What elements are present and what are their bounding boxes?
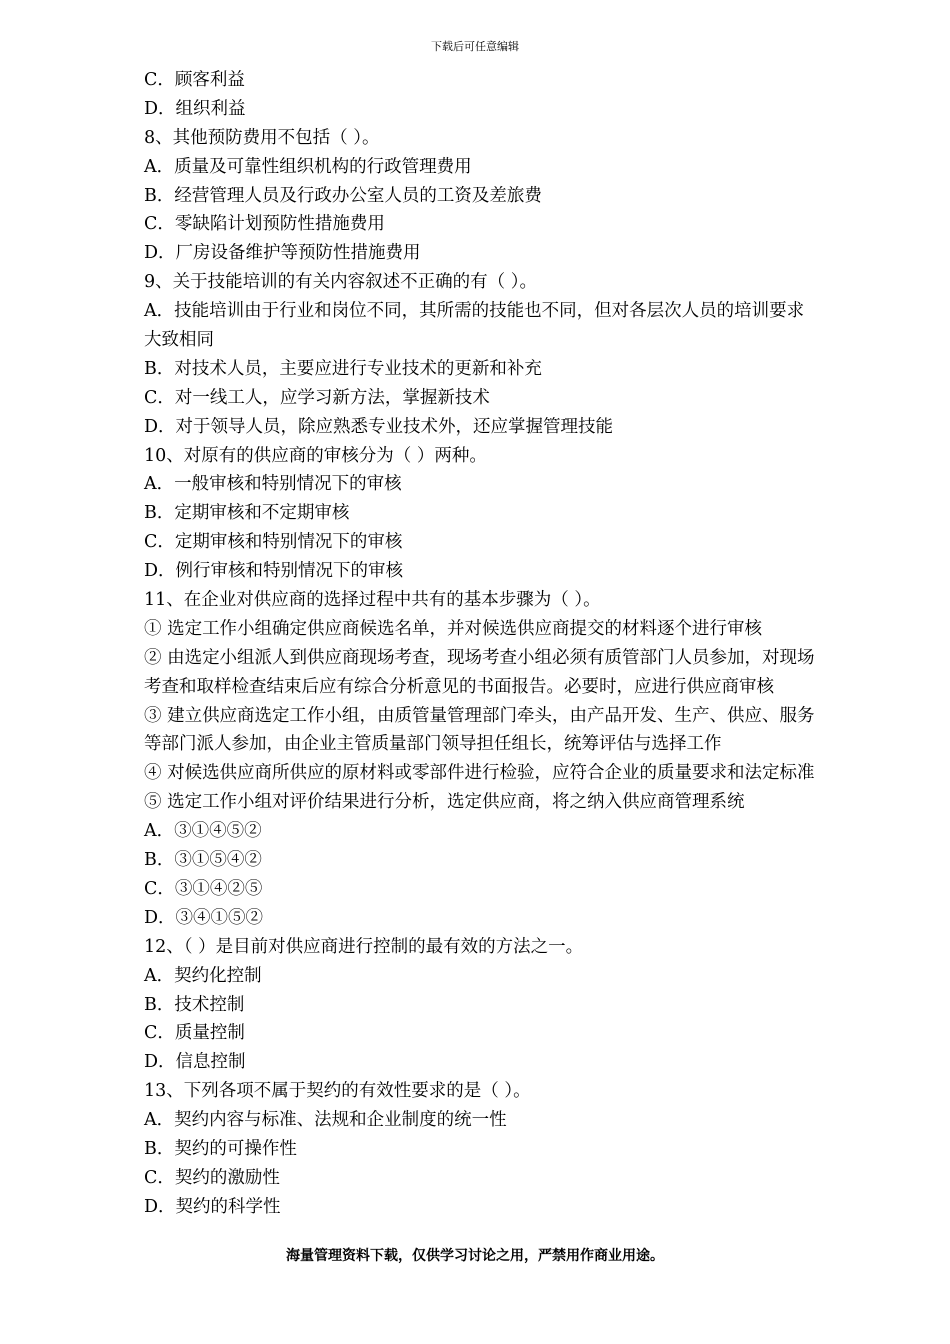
text-line: C．定期审核和特别情况下的审核: [144, 532, 403, 553]
text-line: D．契约的科学性: [144, 1196, 281, 1217]
text-line: B．契约的可操作性: [144, 1138, 297, 1159]
text-line: ② 由选定小组派人到供应商现场考查，现场考查小组必须有质管部门人员参加，对现场: [144, 647, 815, 668]
document-body: [144, 66, 884, 1222]
text-line: D．对于领导人员，除应熟悉专业技术外，还应掌握管理技能: [144, 416, 614, 437]
text-line: B．技术控制: [144, 994, 245, 1015]
text-line: A．契约化控制: [144, 965, 262, 986]
text-line: 13、下列各项不属于契约的有效性要求的是（ ）。: [144, 1081, 531, 1102]
text-line: A．一般审核和特别情况下的审核: [144, 474, 402, 495]
text-line: 等部门派人参加，由企业主管质量部门领导担任组长，统筹评估与选择工作: [144, 734, 722, 755]
text-line: B．对技术人员，主要应进行专业技术的更新和补充: [144, 358, 542, 379]
text-line: ① 选定工作小组确定供应商候选名单，并对候选供应商提交的材料逐个进行审核: [144, 618, 763, 639]
text-line: A．技能培训由于行业和岗位不同，其所需的技能也不同，但对各层次人员的培训要求: [144, 301, 805, 322]
text-line: C．质量控制: [144, 1023, 245, 1044]
text-line: C．契约的激励性: [144, 1167, 280, 1188]
text-line: 大致相同: [144, 330, 214, 351]
text-line: A．契约内容与标准、法规和企业制度的统一性: [144, 1110, 507, 1131]
text-line: 11、在企业对供应商的选择过程中共有的基本步骤为（ ）。: [144, 590, 601, 611]
text-line: D．③④①⑤②: [144, 907, 264, 928]
text-line: ③ 建立供应商选定工作小组，由质管量管理部门牵头，由产品开发、生产、供应、服务: [144, 705, 815, 726]
text-line: 10、对原有的供应商的审核分为（ ）两种。: [144, 445, 487, 466]
text-line: 考查和取样检查结束后应有综合分析意见的书面报告。必要时，应进行供应商审核: [144, 676, 774, 697]
text-line: C．顾客利益: [144, 70, 245, 90]
text-line: D．组织利益: [144, 98, 246, 119]
text-line: 8、其他预防费用不包括（ ）。: [144, 127, 380, 148]
page-header: 下载后可任意编辑: [431, 40, 519, 53]
text-line: 9、关于技能培训的有关内容叙述不正确的有（ ）。: [144, 272, 537, 293]
page-footer: 海量管理资料下载，仅供学习讨论之用，严禁用作商业用途。: [286, 1248, 664, 1264]
text-line: B．③①⑤④②: [144, 850, 262, 871]
text-line: D．例行审核和特别情况下的审核: [144, 561, 404, 582]
text-line: C．③①④②⑤: [144, 878, 263, 899]
text-line: C．零缺陷计划预防性措施费用: [144, 214, 385, 235]
text-line: A．③①④⑤②: [144, 821, 262, 842]
text-line: D．信息控制: [144, 1052, 246, 1073]
text-line: C．对一线工人，应学习新方法，掌握新技术: [144, 387, 490, 408]
text-line: ④ 对候选供应商所供应的原材料或零部件进行检验，应符合企业的质量要求和法定标准: [144, 763, 815, 784]
text-line: ⑤ 选定工作小组对评价结果进行分析，选定供应商，将之纳入供应商管理系统: [144, 792, 745, 813]
text-line: B．经营管理人员及行政办公室人员的工资及差旅费: [144, 185, 542, 206]
text-line: 12、（ ）是目前对供应商进行控制的最有效的方法之一。: [144, 936, 584, 957]
text-line: D．厂房设备维护等预防性措施费用: [144, 243, 421, 264]
text-line: B．定期审核和不定期审核: [144, 503, 350, 524]
text-line: A．质量及可靠性组织机构的行政管理费用: [144, 156, 472, 177]
